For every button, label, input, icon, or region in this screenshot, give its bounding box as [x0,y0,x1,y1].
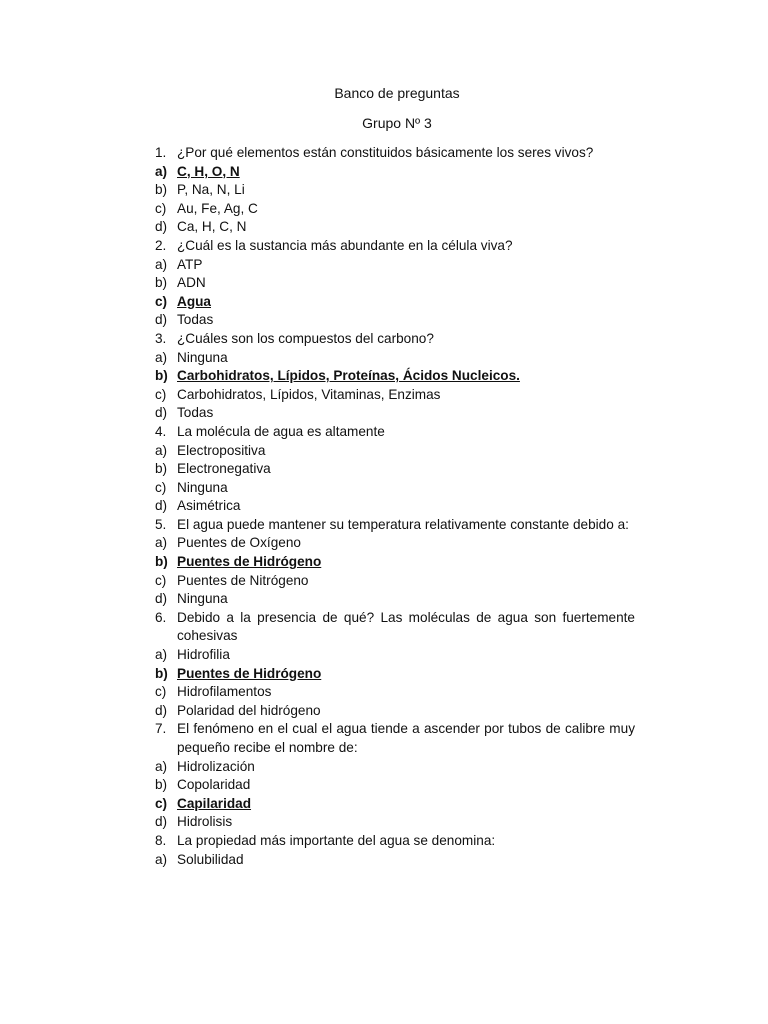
answer-option [155,479,635,498]
option-text: Ninguna [177,479,228,495]
option-text-container [177,683,635,702]
option-text: Ca, H, C, N [177,219,247,235]
question-text: El agua puede mantener su temperatura relativamente constante debido a: [177,516,629,532]
option-text-container [177,813,635,832]
option-text: Electropositiva [177,442,266,458]
answer-option [155,534,635,553]
option-text-container [177,442,635,461]
answer-option [155,702,635,721]
question-text: ¿Cuáles son los compuestos del carbono? [177,330,434,346]
option-text-container [177,256,635,275]
question-item [155,423,635,442]
question-text: La propiedad más importante del agua se denomina: [177,832,496,848]
option-letter: b) [155,182,168,198]
option-text-container [177,795,635,814]
option-text: Capilaridad [177,795,252,811]
option-text-container [177,181,635,200]
question-number: 2. [155,237,167,253]
answer-option [155,758,635,777]
question-number: 7. [155,721,167,737]
option-letter: a) [155,349,168,365]
option-text: C, H, O, N [177,163,240,179]
option-text: Polaridad del hidrógeno [177,702,321,718]
question-number: 4. [155,423,167,439]
option-text: Hidrolización [177,758,255,774]
correct-answer-option [155,553,635,572]
answer-option [155,349,635,368]
question-item [155,720,635,757]
option-letter: c) [155,572,167,588]
question-text-container [177,423,635,442]
correct-answer-option [155,163,635,182]
option-text-container [177,274,635,293]
option-letter: c) [155,200,167,216]
option-letter: a) [155,535,168,551]
question-text-container [177,516,635,535]
answer-option [155,256,635,275]
option-letter: c) [155,386,167,402]
option-letter: b) [155,275,168,291]
option-text-container [177,758,635,777]
option-text: Ninguna [177,591,228,607]
option-text-container [177,200,635,219]
question-text-container [177,330,635,349]
option-letter: c) [155,293,168,309]
option-letter: c) [155,684,167,700]
correct-answer-option [155,293,635,312]
question-item [155,237,635,256]
option-text-container [177,572,635,591]
option-letter: b) [155,777,168,793]
option-letter: a) [155,851,168,867]
option-letter: c) [155,479,167,495]
option-text: Solubilidad [177,851,244,867]
option-letter: c) [155,795,168,811]
option-text: Carbohidratos, Lípidos, Vitaminas, Enzimas [177,386,441,402]
correct-answer-option [155,795,635,814]
option-text: Puentes de Hidrógeno [177,665,322,681]
option-text-container [177,646,635,665]
correct-answer-option [155,367,635,386]
answer-option [155,404,635,423]
option-text-container [177,367,635,386]
option-text: Hidrofilia [177,647,230,663]
option-text: Au, Fe, Ag, C [177,200,258,216]
option-text: Todas [177,312,214,328]
option-text-container [177,293,635,312]
question-item [155,516,635,535]
answer-option [155,683,635,702]
option-letter: d) [155,312,168,328]
answer-option [155,646,635,665]
question-item [155,144,635,163]
option-letter: a) [155,163,168,179]
question-item [155,330,635,349]
option-text: Puentes de Oxígeno [177,535,301,551]
question-text: ¿Por qué elementos están constituidos básicamente los seres vivos? [177,145,594,160]
question-text-container [177,832,635,851]
option-letter: b) [155,554,168,570]
option-text-container [177,218,635,237]
question-item [155,832,635,851]
answer-option [155,776,635,795]
answer-option [155,497,635,516]
question-item [155,609,635,646]
option-text: Ninguna [177,349,228,365]
option-text: Electronegativa [177,461,271,477]
option-text-container [177,386,635,405]
document-title: Banco de preguntas [334,85,460,101]
question-text: El fenómeno en el cual el agua tiende a ascender por tubos de calibre muy pequeño recibe el nombre de: [177,721,635,755]
option-text-container [177,404,635,423]
answer-option [155,460,635,479]
option-text-container [177,479,635,498]
document-subtitle: Grupo Nº 3 [362,115,432,131]
question-text-container [177,609,635,646]
answer-option [155,813,635,832]
question-text-container [177,144,635,163]
question-text-container [177,720,635,757]
option-text: ATP [177,256,203,272]
option-letter: d) [155,219,168,235]
option-text: Copolaridad [177,777,251,793]
option-letter: b) [155,461,168,477]
option-text: Hidrolisis [177,814,233,830]
correct-answer-option [155,665,635,684]
option-text: ADN [177,275,206,291]
option-letter: a) [155,442,168,458]
question-text: ¿Cuál es la sustancia más abundante en la célula viva? [177,237,513,253]
option-text-container [177,460,635,479]
option-letter: b) [155,665,168,681]
option-letter: d) [155,498,168,514]
answer-option [155,590,635,609]
option-letter: d) [155,702,168,718]
option-letter: d) [155,405,168,421]
option-text: Puentes de Hidrógeno [177,554,322,570]
question-number: 3. [155,330,167,346]
option-letter: d) [155,591,168,607]
question-text: La molécula de agua es altamente [177,423,385,439]
question-text-container [177,237,635,256]
option-text-container [177,665,635,684]
option-text-container [177,553,635,572]
option-text: Puentes de Nitrógeno [177,572,309,588]
answer-option [155,218,635,237]
option-letter: a) [155,647,168,663]
answer-option [155,386,635,405]
option-text-container [177,702,635,721]
option-text-container [177,311,635,330]
option-text: Agua [177,293,211,309]
option-text-container [177,851,635,870]
answer-option [155,274,635,293]
option-text: P, Na, N, Li [177,182,245,198]
option-text-container [177,534,635,553]
option-letter: b) [155,368,168,384]
answer-option [155,181,635,200]
option-letter: d) [155,814,168,830]
option-letter: a) [155,256,168,272]
option-text-container [177,349,635,368]
question-number: 1. [155,145,167,160]
option-letter: a) [155,758,168,774]
option-text: Asimétrica [177,498,241,514]
option-text: Todas [177,405,214,421]
option-text: Hidrofilamentos [177,684,272,700]
answer-option [155,572,635,591]
answer-option [155,442,635,461]
question-number: 8. [155,832,167,848]
option-text-container [177,163,635,182]
question-number: 6. [155,609,167,625]
option-text-container [177,590,635,609]
answer-option [155,311,635,330]
option-text: Carbohidratos, Lípidos, Proteínas, Ácidos Nucleicos. [177,368,520,384]
question-number: 5. [155,516,167,532]
option-text-container [177,776,635,795]
answer-option [155,200,635,219]
answer-option [155,851,635,870]
question-text: Debido a la presencia de qué? Las moléculas de agua son fuertemente cohesivas [177,609,635,644]
question-list [155,144,635,869]
option-text-container [177,497,635,516]
